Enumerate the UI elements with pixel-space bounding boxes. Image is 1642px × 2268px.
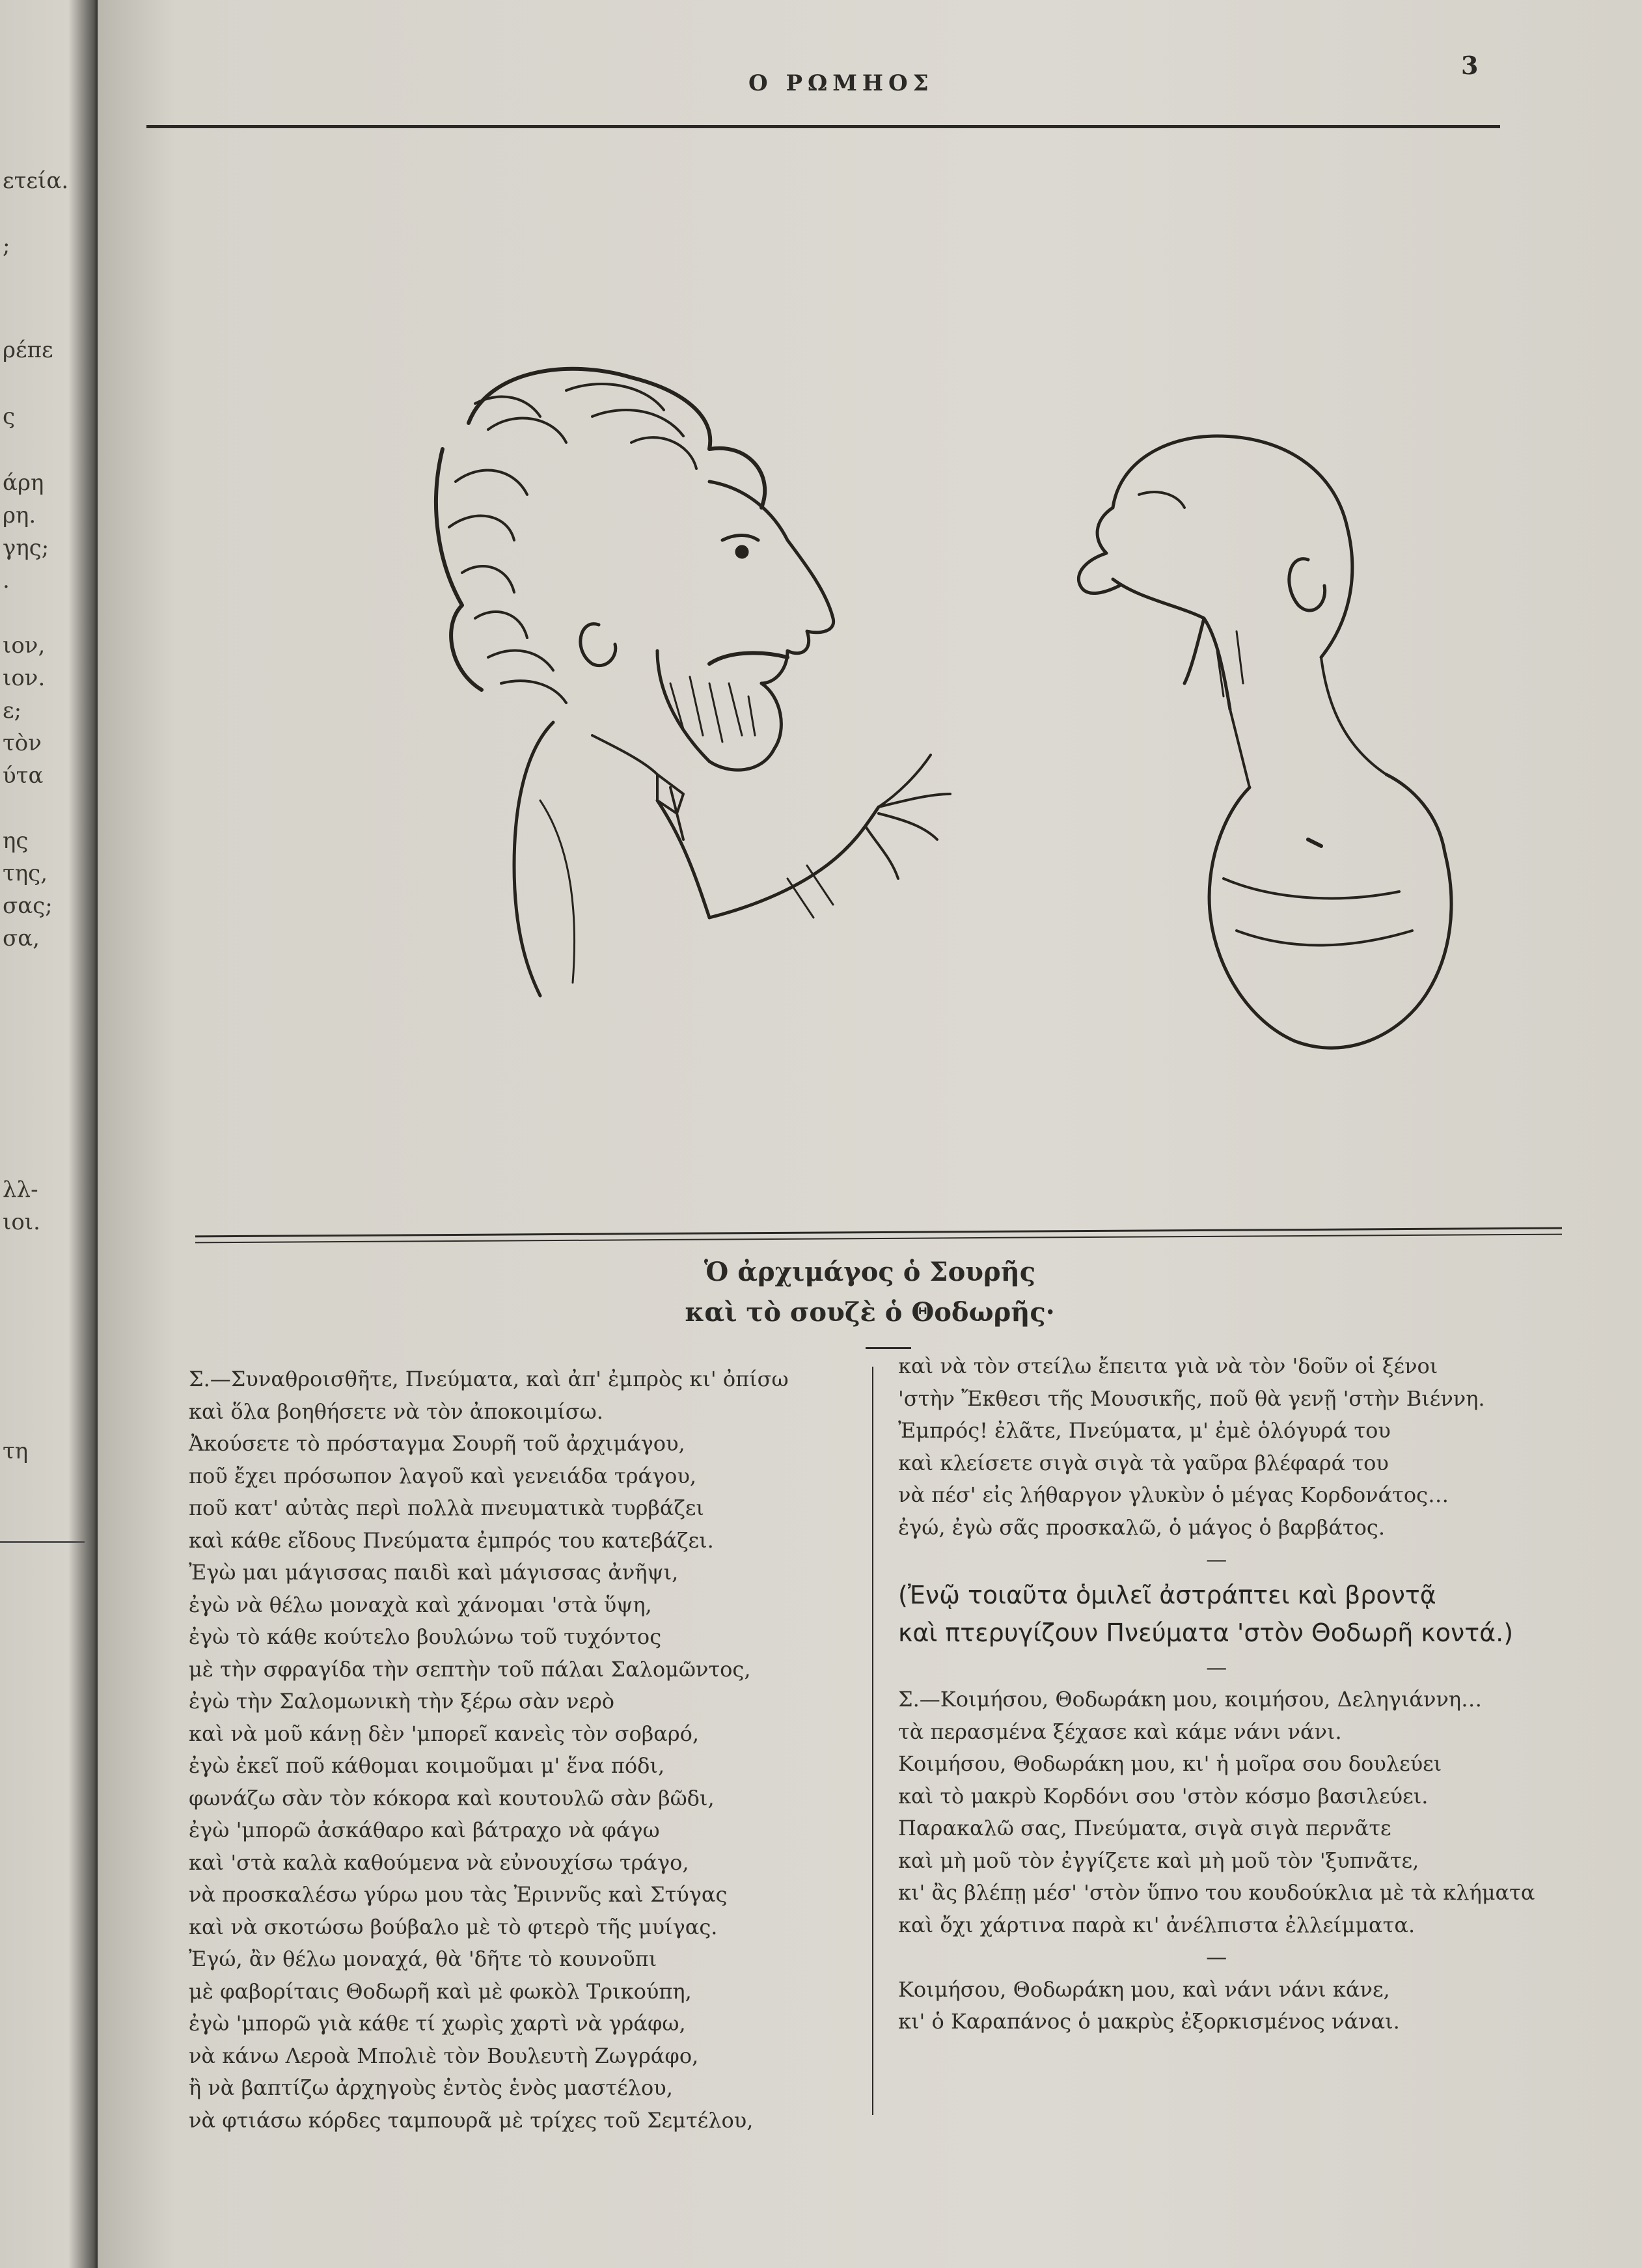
verse-line: καὶ νὰ τὸν στείλω ἔπειτα γιὰ νὰ τὸν 'δοῦν οἱ ξένοι: [898, 1354, 1438, 1378]
right-column: [898, 1350, 1535, 2038]
facing-text-fragment: τη: [3, 1438, 29, 1464]
verse-line: κι' ὁ Καραπάνος ὁ μακρὺς ἐξορκισμένος νάναι.: [898, 2009, 1400, 2034]
separator-dash: —: [1206, 1654, 1227, 1680]
facing-text-fragment: ιον,: [3, 633, 46, 659]
verse-line: νὰ προσκαλέσω γύρω μου τὰς Ἐριννῦς καὶ Στύγας: [189, 1882, 728, 1907]
facing-text-fragment: ;: [3, 233, 10, 259]
verse-line: Παρακαλῶ σας, Πνεύματα, σιγὰ σιγὰ περνᾶτε: [898, 1816, 1391, 1840]
verse-line: ἢ νὰ βαπτίζω ἀρχηγοὺς ἐντὸς ἑνὸς μαστέλου,: [189, 2075, 673, 2100]
verse-line: καὶ τὸ μακρὺ Κορδόνι σου 'στὸν κόσμο βασιλεύει.: [898, 1783, 1429, 1809]
facing-text-fragment: σα,: [3, 925, 40, 951]
verse-line: ποῦ κατ' αὐτὰς περὶ πολλὰ πνευματικὰ τυρβάζει: [189, 1496, 704, 1520]
verse-line: Ἐγὼ μαι μάγισσας παιδὶ καὶ μάγισσας ἀνῆψι,: [189, 1560, 679, 1585]
facing-text-fragment: ς: [3, 403, 16, 430]
verse-line: καὶ νὰ σκοτώσω βούβαλο μὲ τὸ φτερὸ τῆς μυίγας.: [189, 1914, 718, 1939]
verse-line: μὲ τὴν σφραγίδα τὴν σεπτὴν τοῦ πάλαι Σαλομῶντος,: [189, 1656, 751, 1682]
facing-text-fragment: ιον.: [3, 665, 46, 691]
verse-line: Ἐμπρός! ἐλᾶτε, Πνεύματα, μ' ἐμὲ ὁλόγυρά του: [898, 1418, 1391, 1443]
stage-direction-line: (Ἐνῷ τοιαῦτα ὁμιλεῖ ἀστράπτει καὶ βροντᾷ: [898, 1580, 1436, 1609]
verse-line: ἐγὼ νὰ θέλω μοναχὰ καὶ χάνομαι 'στὰ ὕψη,: [189, 1592, 652, 1617]
verse-line: καὶ κάθε εἴδους Πνεύματα ἐμπρός του κατεβάζει.: [189, 1527, 714, 1553]
facing-text-fragment: τὸν: [3, 730, 42, 756]
article-headline-line1: Ὁ ἀρχιμάγος ὁ Σουρῆς: [704, 1257, 1036, 1287]
facing-text-fragment: .: [3, 567, 10, 594]
stage-direction: [898, 1576, 1535, 1652]
verse-line: νὰ φτιάσω κόρδες ταμπουρᾶ μὲ τρίχες τοῦ Σεμτέλου,: [189, 2107, 754, 2133]
verse-line: καὶ ὅλα βοηθήσετε νὰ τὸν ἀποκοιμίσω.: [189, 1399, 603, 1424]
verse-line: Κοιμήσου, Θοδωράκη μου, κι' ἡ μοῖρα σου δουλεύει: [898, 1751, 1442, 1776]
facing-text-fragment: ρέπε: [3, 337, 53, 363]
facing-rule: [0, 1541, 85, 1543]
verse-line: νὰ κάνω Λεροὰ Μπολιὲ τὸν Βουλευτὴ Ζωγράφο,: [189, 2043, 699, 2068]
verse-line: ἐγὼ τὴν Σαλομωνικὴ τὴν ξέρω σὰν νερὸ: [189, 1689, 615, 1714]
separator-dash: —: [1206, 1547, 1227, 1572]
verse-line: ἐγὼ ἐκεῖ ποῦ κάθομαι κοιμοῦμαι μ' ἕνα πόδι,: [189, 1753, 665, 1778]
article-headline-line2: καὶ τὸ σουζὲ ὁ Θοδωρῆς·: [685, 1297, 1055, 1328]
verse-line: καὶ μὴ μοῦ τὸν ἐγγίζετε καὶ μὴ μοῦ τὸν 'ξυπνᾶτε,: [898, 1848, 1419, 1873]
verse-line: Κοιμήσου, Θοδωράκη μου, καὶ νάνι νάνι κάνε,: [898, 1976, 1390, 2002]
verse-line: καὶ 'στὰ καλὰ καθούμενα νὰ εὐνουχίσω τράγο,: [189, 1850, 689, 1875]
stage-direction-line: καὶ πτερυγίζουν Πνεύματα 'στὸν Θοδωρῆ κοντά.): [898, 1618, 1514, 1647]
verse-line: τὰ περασμένα ξέχασε καὶ κάμε νάνι νάνι.: [898, 1719, 1342, 1744]
verse-line: ἐγώ, ἐγὼ σᾶς προσκαλῶ, ὁ μάγος ὁ βαρβάτος.: [898, 1514, 1385, 1540]
verse-line: ποῦ ἔχει πρόσωπον λαγοῦ καὶ γενειάδα τράγου,: [189, 1463, 697, 1488]
facing-text-fragment: ιοι.: [3, 1209, 40, 1235]
facing-text-fragment: ύτα: [3, 763, 44, 789]
headline-dash: [866, 1347, 911, 1349]
page-number: 3: [1461, 51, 1479, 80]
masthead-title: Ο ΡΩΜΗΟΣ: [748, 70, 934, 96]
facing-text-fragment: ε;: [3, 698, 22, 724]
facing-text-fragment: ετεία.: [3, 168, 69, 194]
separator-dash: —: [1206, 1945, 1227, 1969]
newspaper-page: [98, 0, 1642, 2268]
verse-line: Σ.—Συναθροισθῆτε, Πνεύματα, καὶ ἀπ' ἐμπρὸς κι' ὀπίσω: [189, 1367, 789, 1391]
verse-line: ἐγὼ 'μπορῶ ἀσκάθαρο καὶ βάτραχο νὰ φάγω: [189, 1818, 660, 1842]
facing-text-fragment: σας;: [3, 893, 53, 919]
verse-line: ἐγὼ 'μπορῶ γιὰ κάθε τί χωρὶς χαρτὶ νὰ γράφω,: [189, 2011, 686, 2036]
verse-line: φωνάζω σὰν τὸν κόκορα καὶ κουτουλῶ σὰν βῶδι,: [189, 1785, 715, 1810]
facing-text-fragment: της,: [3, 860, 48, 886]
left-column: [189, 1363, 789, 2137]
verse-line: Σ.—Κοιμήσου, Θοδωράκη μου, κοιμήσου, Δεληγιάννη…: [898, 1687, 1483, 1712]
facing-text-fragment: λλ-: [3, 1177, 38, 1203]
facing-text-fragment: ρη.: [3, 502, 36, 528]
bearded-man-figure: [436, 369, 950, 996]
verse-line: μὲ φαβορίταις Θοδωρῆ καὶ μὲ φωκὸλ Τρικούπη,: [189, 1978, 692, 2004]
verse-line: καὶ ὄχι χάρτινα παρὰ κι' ἀνέλπιστα ἐλλείμματα.: [898, 1912, 1416, 1937]
verse-line: Ἀκούσετε τὸ πρόσταγμα Σουρῆ τοῦ ἀρχιμάγου,: [189, 1431, 685, 1456]
verse-line: καὶ νὰ μοῦ κάνῃ δὲν 'μπορεῖ κανεὶς τὸν σοβαρό,: [189, 1721, 700, 1746]
header-rule: [146, 125, 1500, 128]
verse-line: Ἐγώ, ἂν θέλω μοναχά, θὰ 'δῆτε τὸ κουνοῦπι: [189, 1947, 657, 1971]
facing-page-edge: [0, 0, 98, 2268]
verse-line: κι' ἂς βλέπῃ μέσ' 'στὸν ὕπνο του κουδούκλια μὲ τὰ κλήματα: [898, 1880, 1535, 1905]
facing-text-fragment: γης;: [3, 535, 49, 561]
verse-line: καὶ κλείσετε σιγὰ σιγὰ τὰ γαῦρα βλέφαρά του: [898, 1450, 1389, 1475]
column-divider: [872, 1367, 873, 2115]
caricature-illustration: [293, 345, 1529, 1113]
verse-line: νὰ πέσ' εἰς λήθαργον γλυκὺν ὁ μέγας Κορδονάτος…: [898, 1482, 1449, 1507]
facing-text-fragment: άρη: [3, 470, 44, 496]
verse-line: 'στὴν Ἔκθεσι τῆς Μουσικῆς, ποῦ θὰ γενῇ 'στὴν Βιέννη.: [898, 1386, 1485, 1411]
verse-line: ἐγὼ τὸ κάθε κούτελο βουλώνω τοῦ τυχόντος: [189, 1624, 662, 1649]
facing-text-fragment: ης: [3, 828, 29, 854]
bald-man-figure: [1078, 436, 1451, 1048]
